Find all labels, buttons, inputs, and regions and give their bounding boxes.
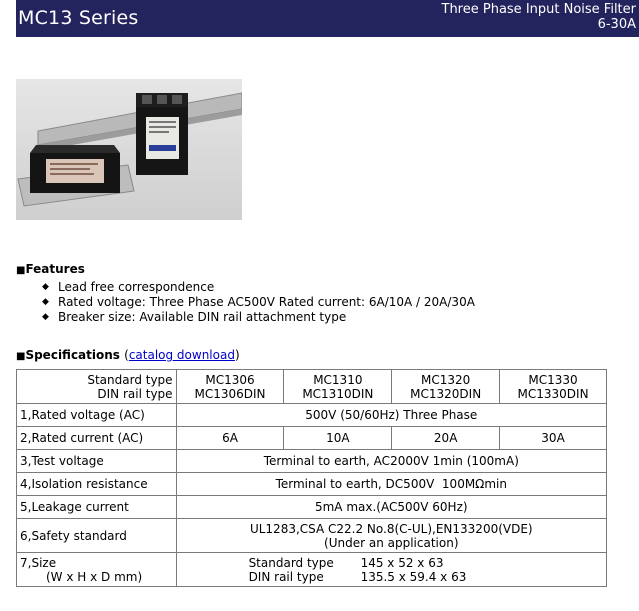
list-item: ◆ Breaker size: Available DIN rail attachment type — [42, 310, 347, 324]
specifications-heading: ■Specifications (catalog download) — [16, 348, 240, 362]
diamond-bullet-icon: ◆ — [42, 312, 49, 322]
subtitle-line-1: Three Phase Input Noise Filter — [441, 2, 636, 17]
product-illustration — [16, 79, 242, 220]
table-row — [17, 427, 607, 450]
page-title: MC13 Series — [18, 7, 139, 29]
table-row — [17, 496, 607, 519]
table-row — [17, 519, 607, 553]
product-photo — [16, 79, 242, 220]
diamond-bullet-icon: ◆ — [42, 297, 49, 307]
row-label: 2,Rated current (AC) — [17, 427, 177, 450]
row-value: Terminal to earth, AC2000V 1min (100mA) — [176, 450, 606, 473]
diamond-bullet-icon: ◆ — [42, 282, 49, 292]
table-row — [17, 553, 607, 587]
list-item: ◆ Rated voltage: Three Phase AC500V Rated current: 6A/10A / 20A/30A — [42, 295, 475, 309]
row-label: 4,Isolation resistance — [17, 473, 177, 496]
list-item: ◆ Lead free correspondence — [42, 280, 215, 294]
specifications-table — [16, 369, 607, 587]
table-row — [17, 404, 607, 427]
table-row — [17, 473, 607, 496]
row-value: 30A — [500, 427, 607, 450]
row-label: 7,Size (W x H x D mm) — [17, 553, 177, 587]
row-value: Terminal to earth, DC500V 100MΩmin — [176, 473, 606, 496]
row-label: 3,Test voltage — [17, 450, 177, 473]
row-value: 500V (50/60Hz) Three Phase — [176, 404, 606, 427]
model-type-label: Standard type DIN rail type — [17, 370, 177, 404]
model-cell: MC1310 MC1310DIN — [284, 370, 392, 404]
model-cell: MC1306 MC1306DIN — [176, 370, 284, 404]
subtitle-line-2: 6-30A — [597, 17, 636, 32]
size-values: Standard type 145 x 52 x 63 DIN rail type 135.5 x 59.4 x 63 — [248, 555, 467, 584]
features-list — [42, 280, 475, 325]
row-value: 20A — [392, 427, 500, 450]
table-row-models — [17, 370, 607, 404]
row-value — [176, 553, 606, 587]
model-cell: MC1320 MC1320DIN — [392, 370, 500, 404]
features-heading: ■Features — [16, 262, 85, 276]
model-cell: MC1330 MC1330DIN — [500, 370, 607, 404]
row-value: 6A — [176, 427, 284, 450]
row-value: UL1283,CSA C22.2 No.8(C-UL),EN133200(VDE) (Under an application) — [176, 519, 606, 553]
table-row — [17, 450, 607, 473]
page-subtitle — [442, 2, 637, 32]
row-label: 5,Leakage current — [17, 496, 177, 519]
row-value: 10A — [284, 427, 392, 450]
row-label: 1,Rated voltage (AC) — [17, 404, 177, 427]
catalog-download-link[interactable]: catalog download — [128, 348, 235, 362]
page-header — [16, 0, 639, 37]
row-label: 6,Safety standard — [17, 519, 177, 553]
row-value: 5mA max.(AC500V 60Hz) — [176, 496, 606, 519]
